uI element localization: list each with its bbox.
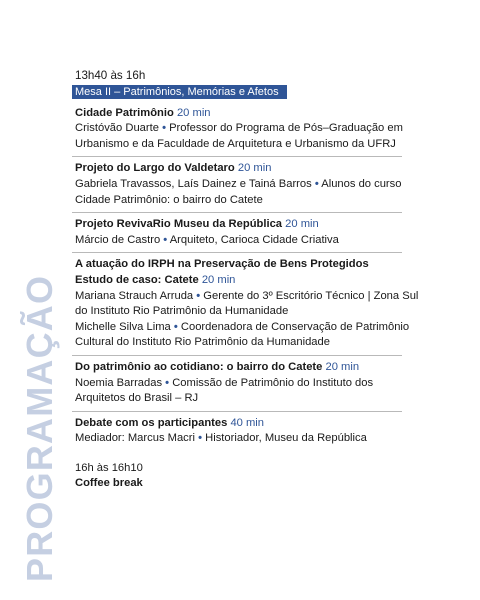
mesa-title-bar: Mesa II – Patrimônios, Memórias e Afetos [72,85,287,99]
speaker-role: Alunos do curso Cidade Patrimônio: o bairro do Catete [75,177,402,206]
speaker-line [75,289,425,320]
session-title: Projeto RevivaRio Museu da República 20 min [75,218,319,231]
speaker-role: Professor do Programa de Pós–Graduação em Urbanismo e da Faculdade de Arquitetura e Urbanismo da UFRJ [75,122,403,150]
coffee-break-block [75,461,425,492]
coffee-break-label: Coffee break [75,477,143,490]
speaker-name: Noemia Barradas [75,376,163,389]
session-catete-cotidiano [75,360,425,407]
session-duration: 20 min [325,360,360,373]
speaker-role: Coordenadora de Conservação de Patrimônio Cultural do Instituto Rio Patrimônio da Humanidade [75,320,410,349]
speaker-line [75,320,425,351]
speaker-name: Cristóvão Duarte [75,122,159,135]
speaker-role: Gerente do 3º Escritório Técnico | Zona Sul do Instituto Rio Patrimônio da Humanidade [75,289,419,318]
speaker-name: Gabriela Travassos, Laís Dainez e Tainá Barros [75,177,312,190]
speaker-role: Arquiteto, Carioca Cidade Criativa [169,233,339,246]
session-duration: 40 min [230,416,265,429]
bullet-icon: • [162,122,166,135]
speaker-name: Michelle Silva Lima [75,320,171,333]
session-duration: 20 min [176,106,211,119]
divider [72,411,402,412]
speaker-line [75,233,425,249]
session-duration: 20 min [201,273,236,286]
speaker-line [75,431,425,447]
bullet-icon: • [198,432,203,445]
bullet-icon: • [173,320,178,333]
speaker-name: Mediador: Marcus Macri [75,432,195,445]
side-title [18,274,66,582]
speaker-role: Comissão de Patrimônio do Instituto dos Arquitetos do Brasil – RJ [75,376,374,405]
speaker-name: Márcio de Castro [75,233,161,246]
speaker-line [75,177,425,208]
divider [72,156,402,157]
session-subtitle: Estudo de caso: Catete 20 min [75,273,236,286]
bullet-icon: • [163,233,168,246]
session-title: Do patrimônio ao cotidiano: o bairro do Catete 20 min [75,360,360,373]
session-revivario [75,217,425,248]
session-debate [75,416,425,447]
speaker-line [75,376,425,407]
session-largo-valdetaro [75,161,425,208]
bullet-icon: • [314,177,319,190]
session-title: Debate com os participantes 40 min [75,416,265,429]
session-title: Cidade Patrimônio 20 min [75,106,211,119]
bullet-icon: • [165,376,170,389]
speaker-line [75,121,425,152]
speaker-role: Historiador, Museu da República [205,432,367,445]
session-title: A atuação do IRPH na Preservação de Bens Protegidos [75,258,369,271]
divider [72,355,402,356]
speaker-name: Mariana Strauch Arruda [75,289,194,302]
divider [72,212,402,213]
bullet-icon: • [196,289,201,302]
session-duration: 20 min [237,162,272,175]
program-content [75,68,425,492]
divider [72,252,402,253]
time-block-1: 13h40 às 16h [75,69,146,82]
session-duration: 20 min [285,218,319,231]
session-title: Projeto do Largo do Valdetaro 20 min [75,162,272,175]
side-title-text: PROGRAMAÇÃO [19,274,60,582]
session-cidade-patrimonio [75,106,425,153]
time-block-2: 16h às 16h10 [75,461,143,474]
session-irph [75,257,425,351]
